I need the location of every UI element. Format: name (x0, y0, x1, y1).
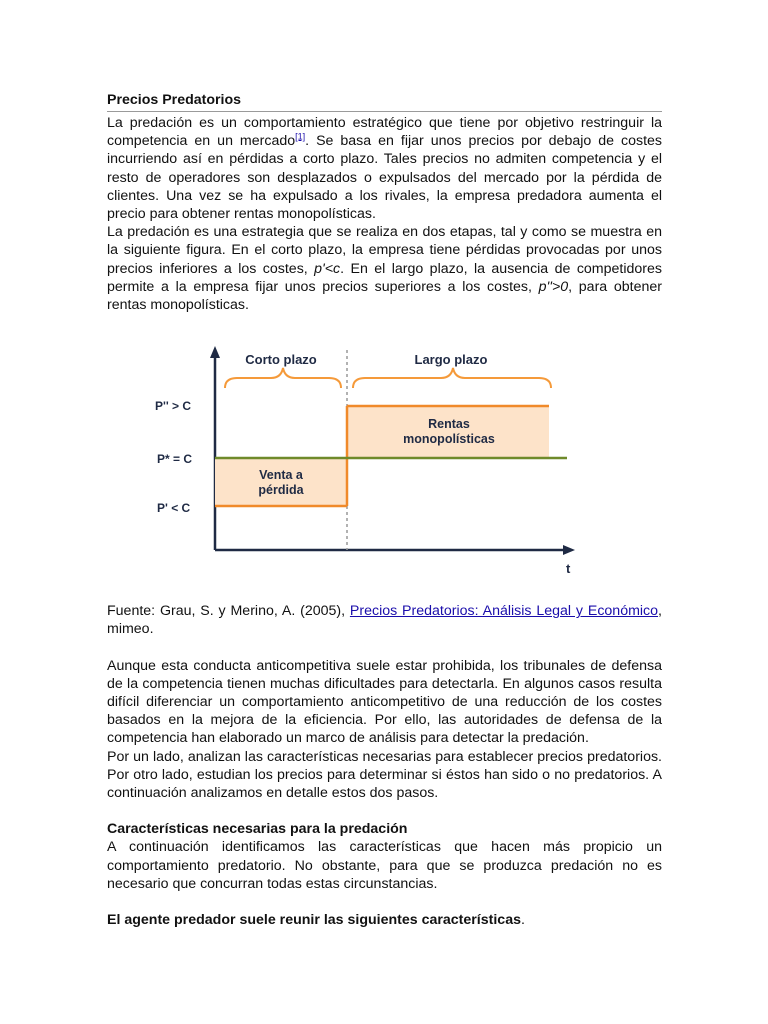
loss-area (215, 458, 347, 506)
spacer (107, 893, 662, 911)
footnote-link[interactable]: [1] (295, 131, 306, 142)
predation-diagram (147, 342, 587, 582)
page-title: Precios Predatorios (107, 91, 662, 112)
predatory-pricing-figure (107, 342, 662, 586)
short-term-formula: p'<c (314, 260, 341, 277)
detection-paragraph: Aunque esta conducta anticompetitiva suele estar prohibida, los tribunales de defensa de la competencia tienen muchas dificultades para detectarla. En algunos casos resulta difícil diferenciar un comportamiento anticompetitivo de una reducción de los costes basados en la mejora de la eficiencia. Por ello, las autoridades de defensa de la competencia han elaborado un marco de análisis para detectar la predación. (107, 657, 662, 747)
loss-label-line1: Venta a (259, 468, 303, 483)
intro-paragraph (107, 114, 662, 223)
rent-label-line2: monopolísticas (403, 432, 495, 447)
figure-source (107, 602, 662, 638)
predator-heading-period: . (520, 912, 525, 929)
short-term-label: Corto plazo (245, 352, 317, 368)
stages-paragraph (107, 223, 662, 314)
section-heading: Características necesarias para la predación (107, 821, 408, 838)
document-page (107, 91, 662, 929)
spacer (107, 639, 662, 657)
characteristics-paragraph: A continuación identificamos las características que hacen más propicio un comportamiento predatorio. No obstante, para que se produzca predación no es necesario que concurran todas estas circunstancias. (107, 839, 662, 892)
price-below-cost-label: P' < C (157, 501, 191, 516)
analysis-paragraph: Por un lado, analizan las características necesarias para establecer precios predatorios. Por otro lado, estudian los precios para determinar si éstos han sido o no predatorios. A continuación analizamos en detalle estos dos pasos. (107, 748, 662, 802)
stages-text-3: , para obtener rentas monopolísticas. (107, 278, 663, 314)
price-above-cost-label: P'' > C (155, 399, 192, 414)
x-axis-arrow-icon (563, 545, 575, 555)
spacer (107, 802, 662, 820)
long-term-brace (353, 368, 551, 388)
predator-heading: El agente predador suele reunir las siguientes características (107, 912, 521, 929)
long-term-label: Largo plazo (414, 352, 488, 368)
predator-characteristics-line (107, 911, 662, 929)
long-term-formula: p''>0 (538, 278, 569, 295)
intro-text-2: . Se basa en fijar unos precios por debajo de costes incurriendo así en pérdidas a corto plazo. Tales precios no admiten competencia y el resto de operadores son desplazados o expulsados del mercado por la pérdida de clientes. Una vez se ha expulsado a los rivales, la empresa predadora aumenta el precio para obtener rentas monopolísticas. (107, 133, 663, 223)
stages-text-1: La predación es una estrategia que se realiza en dos etapas, tal y como se muestra en la siguiente figura. En el corto plazo, la empresa tiene pérdidas provocadas por unos precios inferiores a los costes, (107, 224, 662, 277)
y-axis-arrow-icon (210, 346, 220, 358)
rent-label-line1: Rentas (428, 417, 470, 432)
loss-label-line2: pérdida (258, 483, 304, 498)
stages-text-2: . En el largo plazo, la ausencia de competidores permite a la empresa fijar unos precios superiores a los costes, (107, 260, 662, 295)
source-prefix: Fuente: Grau, S. y Merino, A. (2005), (107, 603, 350, 620)
intro-text-1: La predación es un comportamiento estratégico que tiene por objetivo restringuir la competencia en un mercado (107, 115, 662, 150)
price-equals-cost-label: P* = C (157, 452, 193, 467)
short-term-brace (225, 368, 341, 388)
source-suffix: , mimeo. (107, 603, 662, 638)
x-axis-label: t (566, 561, 571, 577)
source-link[interactable]: Precios Predatorios: Análisis Legal y Económico (349, 603, 659, 620)
